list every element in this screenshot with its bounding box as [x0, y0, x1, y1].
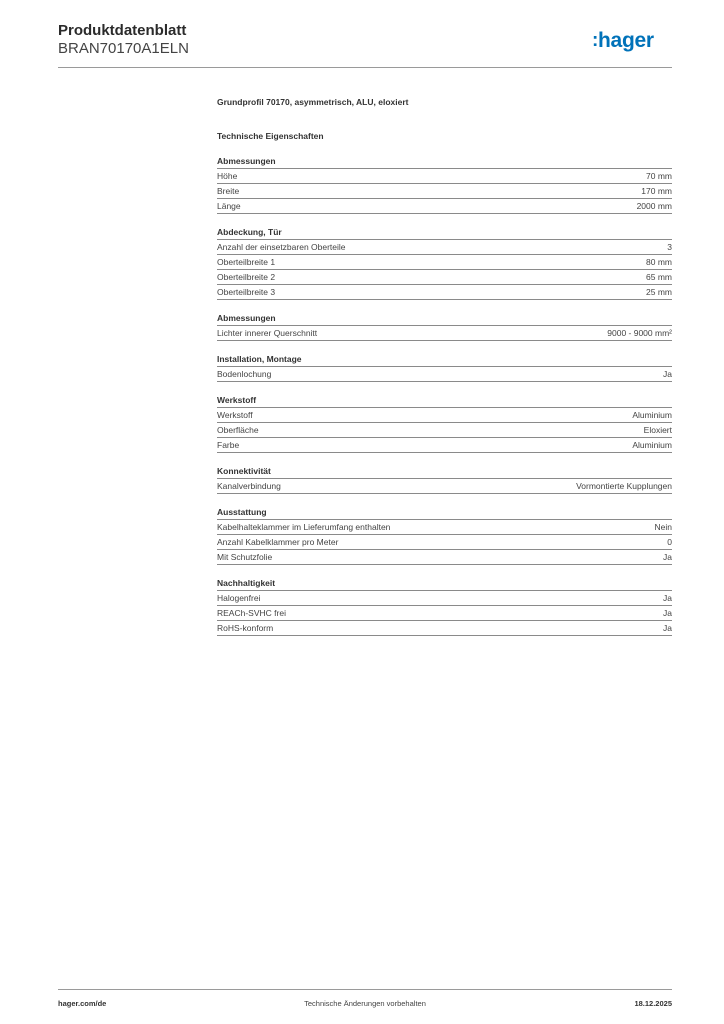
- property-value: Aluminium: [632, 440, 672, 450]
- property-group: [217, 465, 672, 494]
- property-value: Vormontierte Kupplungen: [576, 481, 672, 491]
- property-value: Ja: [663, 593, 672, 603]
- property-label: RoHS-konform: [217, 623, 274, 633]
- footer-website: hager.com/de: [58, 999, 107, 1008]
- property-label: Breite: [217, 186, 240, 196]
- property-groups: [217, 155, 672, 636]
- property-row: [217, 621, 672, 636]
- property-group: [217, 312, 672, 341]
- group-title: Nachhaltigkeit: [217, 577, 672, 591]
- property-value: Ja: [663, 623, 672, 633]
- property-value: Aluminium: [632, 410, 672, 420]
- property-value: Nein: [654, 522, 672, 532]
- property-row: [217, 240, 672, 255]
- property-row: [217, 255, 672, 270]
- property-row: [217, 606, 672, 621]
- property-label: Bodenlochung: [217, 369, 272, 379]
- datasheet-content: [217, 95, 672, 636]
- property-group: [217, 226, 672, 300]
- property-label: Oberteilbreite 2: [217, 272, 276, 282]
- property-group: [217, 394, 672, 453]
- group-title: Installation, Montage: [217, 353, 672, 367]
- property-value: 65 mm: [646, 272, 672, 282]
- property-row: [217, 270, 672, 285]
- property-value: 25 mm: [646, 287, 672, 297]
- article-number: BRAN70170A1ELN: [58, 40, 189, 57]
- property-row: [217, 423, 672, 438]
- footer-date: 18.12.2025: [634, 999, 672, 1008]
- property-label: Farbe: [217, 440, 240, 450]
- group-title: Ausstattung: [217, 506, 672, 520]
- logo-text: hager: [598, 29, 654, 52]
- group-title: Konnektivität: [217, 465, 672, 479]
- property-label: REACh-SVHC frei: [217, 608, 286, 618]
- property-value: Eloxiert: [643, 425, 672, 435]
- property-value: 170 mm: [641, 186, 672, 196]
- group-title: Werkstoff: [217, 394, 672, 408]
- property-label: Mit Schutzfolie: [217, 552, 273, 562]
- property-label: Anzahl Kabelklammer pro Meter: [217, 537, 339, 547]
- property-group: [217, 155, 672, 214]
- property-label: Kanalverbindung: [217, 481, 281, 491]
- property-row: [217, 479, 672, 494]
- property-label: Lichter innerer Querschnitt: [217, 328, 318, 338]
- property-row: [217, 285, 672, 300]
- property-label: Oberteilbreite 1: [217, 257, 276, 267]
- property-label: Kabelhalteklammer im Lieferumfang enthalten: [217, 522, 391, 532]
- property-group: [217, 506, 672, 565]
- footer-divider: [58, 989, 672, 990]
- property-value: Ja: [663, 552, 672, 562]
- page-footer: [58, 997, 672, 1011]
- property-row: [217, 199, 672, 214]
- property-label: Anzahl der einsetzbaren Oberteile: [217, 242, 346, 252]
- property-row: [217, 550, 672, 565]
- property-label: Länge: [217, 201, 241, 211]
- logo-colon-icon: :: [592, 30, 599, 51]
- property-label: Halogenfrei: [217, 593, 261, 603]
- property-group: [217, 577, 672, 636]
- footer-notice: Technische Änderungen vorbehalten: [304, 999, 426, 1008]
- header-divider: [58, 67, 672, 68]
- property-row: [217, 520, 672, 535]
- property-value: 0: [667, 537, 672, 547]
- property-label: Höhe: [217, 171, 238, 181]
- property-value: 2000 mm: [636, 201, 672, 211]
- property-label: Werkstoff: [217, 410, 253, 420]
- property-value: 9000 - 9000 mm²: [607, 328, 672, 338]
- group-title: Abdeckung, Tür: [217, 226, 672, 240]
- property-row: [217, 438, 672, 453]
- product-description: Grundprofil 70170, asymmetrisch, ALU, eloxiert: [217, 97, 409, 107]
- group-title: Abmessungen: [217, 155, 672, 169]
- property-value: 80 mm: [646, 257, 672, 267]
- property-row: [217, 184, 672, 199]
- property-row: [217, 591, 672, 606]
- property-group: [217, 353, 672, 382]
- hager-logo: [592, 28, 674, 54]
- property-value: Ja: [663, 608, 672, 618]
- property-label: Oberteilbreite 3: [217, 287, 276, 297]
- property-row: [217, 326, 672, 341]
- property-value: Ja: [663, 369, 672, 379]
- property-label: Oberfläche: [217, 425, 259, 435]
- property-row: [217, 169, 672, 184]
- document-title: Produktdatenblatt: [58, 22, 187, 39]
- property-row: [217, 408, 672, 423]
- property-row: [217, 535, 672, 550]
- group-title: Abmessungen: [217, 312, 672, 326]
- property-row: [217, 367, 672, 382]
- document-header: [58, 22, 189, 58]
- technical-properties-heading: Technische Eigenschaften: [217, 131, 324, 141]
- property-value: 70 mm: [646, 171, 672, 181]
- property-value: 3: [667, 242, 672, 252]
